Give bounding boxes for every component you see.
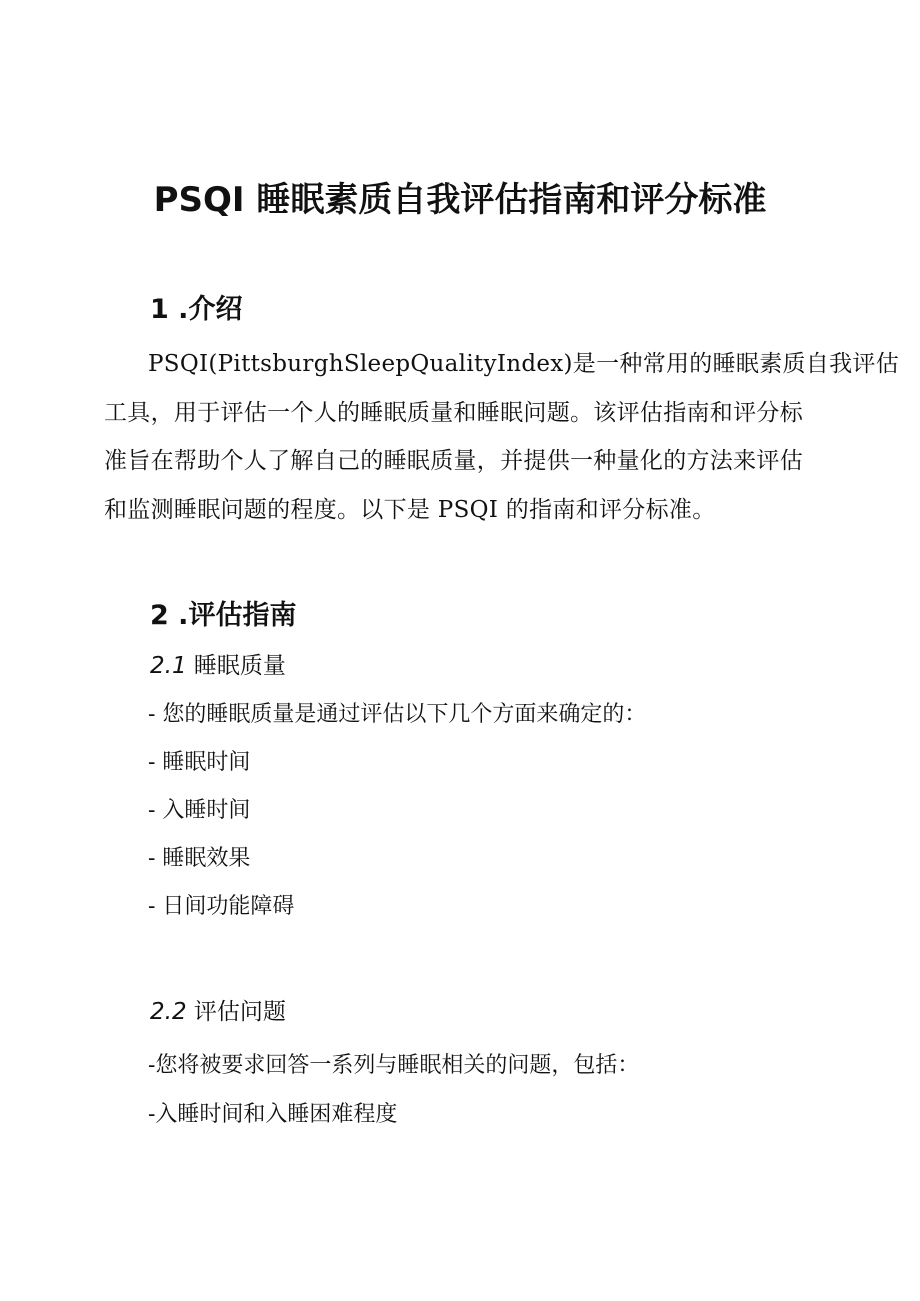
- section-heading-assessment-guide: 2 .评估指南: [150, 600, 297, 631]
- list-item: - 睡眠效果: [148, 846, 251, 871]
- list-item: - 入睡时间: [148, 798, 251, 823]
- list-item: -您将被要求回答一系列与睡眠相关的问题，包括：: [148, 1053, 640, 1078]
- section-heading-introduction: 1 .介绍: [150, 294, 243, 325]
- document-title: PSQI 睡眠素质自我评估指南和评分标准: [153, 180, 767, 220]
- subsection-number: 2.1: [150, 653, 187, 679]
- list-item: - 睡眠时间: [148, 750, 251, 775]
- subsection-heading-assessment-questions: [150, 996, 286, 1028]
- subsection-label: 睡眠质量: [193, 653, 286, 679]
- subsection-number: 2.2: [150, 999, 187, 1025]
- list-item: - 日间功能障碍: [148, 894, 295, 919]
- paragraph-line: PSQI(PittsburghSleepQualityIndex)是一种常用的睡眠素质自我评估: [148, 351, 899, 377]
- list-item: -入睡时间和入睡困难程度: [148, 1102, 398, 1127]
- paragraph-line: 和监测睡眠问题的程度。以下是 PSQI 的指南和评分标准。: [104, 496, 716, 523]
- subsection-label: 评估问题: [193, 999, 286, 1025]
- list-item: - 您的睡眠质量是通过评估以下几个方面来确定的：: [148, 702, 647, 727]
- paragraph-line: 准旨在帮助个人了解自己的睡眠质量，并提供一种量化的方法来评估: [104, 448, 803, 474]
- subsection-heading-sleep-quality: [150, 650, 286, 682]
- introduction-paragraph: [104, 340, 899, 534]
- paragraph-line: 工具，用于评估一个人的睡眠质量和睡眠问题。该评估指南和评分标: [104, 399, 803, 426]
